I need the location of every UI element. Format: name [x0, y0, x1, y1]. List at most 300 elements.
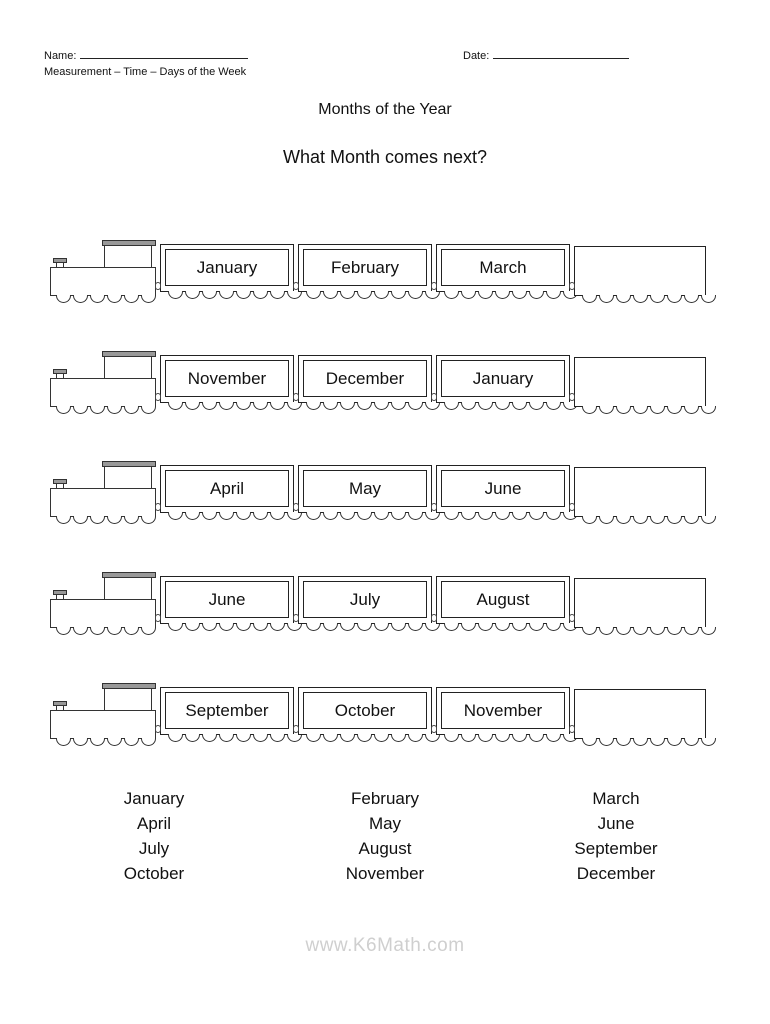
- car-coupler: [155, 282, 161, 290]
- answer-car-wheels: [582, 406, 718, 414]
- wheel: [202, 623, 217, 631]
- wheel: [444, 623, 459, 631]
- wheel: [56, 406, 71, 414]
- wheel: [202, 512, 217, 520]
- wheel: [90, 627, 105, 635]
- wheel: [306, 734, 321, 742]
- wheel: [236, 734, 251, 742]
- wheel: [616, 627, 631, 635]
- wheel: [633, 406, 648, 414]
- wheel: [168, 402, 183, 410]
- wheel: [90, 406, 105, 414]
- wheel: [73, 406, 88, 414]
- page-title: Months of the Year: [318, 101, 452, 118]
- wheel: [582, 406, 597, 414]
- wheel: [236, 623, 251, 631]
- wheel: [512, 402, 527, 410]
- wheel: [667, 295, 682, 303]
- wheel: [495, 402, 510, 410]
- wheel: [425, 623, 440, 631]
- wheel: [107, 406, 122, 414]
- wheel: [124, 295, 139, 303]
- wheel: [236, 512, 251, 520]
- answer-car-wheels: [582, 627, 718, 635]
- wheel: [408, 291, 423, 299]
- wheel: [340, 291, 355, 299]
- wheel: [270, 402, 285, 410]
- wheel: [444, 734, 459, 742]
- wheel: [582, 738, 597, 746]
- train-car: [298, 687, 432, 735]
- wheel: [219, 291, 234, 299]
- wheel: [357, 402, 372, 410]
- wheel: [599, 738, 614, 746]
- wheel: [667, 738, 682, 746]
- wheel: [582, 627, 597, 635]
- wheel: [287, 734, 302, 742]
- wheel: [391, 623, 406, 631]
- wheel: [582, 516, 597, 524]
- wheel: [56, 738, 71, 746]
- wheel: [374, 291, 389, 299]
- train-row: [0, 461, 770, 531]
- answer-car[interactable]: [574, 246, 706, 296]
- wheel: [236, 402, 251, 410]
- wheel: [374, 402, 389, 410]
- site-footer: www.K6Math.com: [305, 935, 465, 956]
- car-wheels: [168, 291, 304, 299]
- wheel: [270, 291, 285, 299]
- wheel: [512, 734, 527, 742]
- wheel: [323, 402, 338, 410]
- wheel: [357, 734, 372, 742]
- wheel: [633, 627, 648, 635]
- wheel: [124, 738, 139, 746]
- wheel: [73, 516, 88, 524]
- train-car: [298, 465, 432, 513]
- wheel: [236, 291, 251, 299]
- wheel: [185, 402, 200, 410]
- wheel: [107, 627, 122, 635]
- car-month-label: February: [303, 249, 427, 286]
- car-wheels: [306, 623, 442, 631]
- date-label: Date:: [463, 50, 490, 62]
- car-coupler: [293, 503, 299, 511]
- car-coupler: [155, 614, 161, 622]
- word-bank-item: November: [345, 864, 425, 883]
- car-month-label: August: [441, 581, 565, 618]
- wheel: [633, 295, 648, 303]
- wheel: [141, 627, 156, 635]
- car-coupler: [431, 503, 437, 511]
- answer-car[interactable]: [574, 467, 706, 517]
- name-field[interactable]: [44, 48, 248, 62]
- wheel: [512, 291, 527, 299]
- car-wheels: [306, 734, 442, 742]
- wheel: [56, 627, 71, 635]
- wheel: [616, 738, 631, 746]
- wheel: [270, 512, 285, 520]
- wheel: [306, 291, 321, 299]
- answer-car[interactable]: [574, 578, 706, 628]
- car-coupler: [293, 282, 299, 290]
- wheel: [73, 295, 88, 303]
- wheel: [391, 402, 406, 410]
- car-month-label: June: [441, 470, 565, 507]
- wheel: [219, 512, 234, 520]
- wheel: [340, 734, 355, 742]
- wheel: [357, 291, 372, 299]
- car-wheels: [444, 623, 580, 631]
- wheel: [141, 738, 156, 746]
- car-wheels: [168, 402, 304, 410]
- wheel: [270, 734, 285, 742]
- train-row: [0, 572, 770, 642]
- engine-wheels: [56, 627, 158, 635]
- wheel: [323, 623, 338, 631]
- word-bank-item: August: [358, 839, 412, 858]
- car-month-label: June: [165, 581, 289, 618]
- wheel: [599, 406, 614, 414]
- car-coupler: [569, 282, 575, 290]
- wheel: [650, 516, 665, 524]
- wheel: [650, 738, 665, 746]
- wheel: [107, 738, 122, 746]
- word-bank-column: [516, 786, 716, 886]
- car-wheels: [306, 402, 442, 410]
- car-coupler: [431, 614, 437, 622]
- wheel: [219, 734, 234, 742]
- wheel: [478, 402, 493, 410]
- wheel: [684, 738, 699, 746]
- train-car: [160, 355, 294, 403]
- wheel: [124, 627, 139, 635]
- wheel: [616, 516, 631, 524]
- wheel: [701, 738, 716, 746]
- car-coupler: [569, 393, 575, 401]
- car-wheels: [306, 512, 442, 520]
- car-wheels: [168, 512, 304, 520]
- wheel: [529, 512, 544, 520]
- wheel: [270, 623, 285, 631]
- wheel: [444, 512, 459, 520]
- wheel: [56, 516, 71, 524]
- date-field[interactable]: [463, 48, 629, 62]
- answer-text[interactable]: [575, 247, 705, 295]
- answer-text[interactable]: [575, 468, 705, 516]
- train-car: [160, 244, 294, 292]
- train-car: [436, 355, 570, 403]
- wheel: [582, 295, 597, 303]
- wheel: [667, 516, 682, 524]
- wheel: [478, 623, 493, 631]
- wheel: [408, 623, 423, 631]
- wheel: [461, 402, 476, 410]
- wheel: [478, 512, 493, 520]
- wheel: [650, 406, 665, 414]
- wheel: [107, 516, 122, 524]
- wheel: [616, 295, 631, 303]
- wheel: [701, 516, 716, 524]
- word-bank-item: July: [138, 839, 170, 858]
- wheel: [357, 512, 372, 520]
- wheel: [616, 406, 631, 414]
- worksheet-subtitle: Measurement – Time – Days of the Week: [44, 66, 247, 78]
- wheel: [73, 738, 88, 746]
- wheel: [287, 402, 302, 410]
- wheel: [667, 627, 682, 635]
- wheel: [323, 734, 338, 742]
- train-car: [436, 244, 570, 292]
- train-row: [0, 351, 770, 421]
- wheel: [408, 512, 423, 520]
- wheel: [701, 627, 716, 635]
- date-line[interactable]: [493, 48, 629, 59]
- wheel: [408, 734, 423, 742]
- word-bank-column: [285, 786, 485, 886]
- engine-body: [50, 488, 156, 517]
- wheel: [529, 734, 544, 742]
- wheel: [107, 295, 122, 303]
- engine-body: [50, 599, 156, 628]
- car-coupler: [569, 614, 575, 622]
- wheel: [650, 627, 665, 635]
- train-car: [160, 687, 294, 735]
- word-bank-item: September: [574, 839, 658, 858]
- wheel: [253, 734, 268, 742]
- word-bank-item: December: [576, 864, 656, 883]
- wheel: [408, 402, 423, 410]
- wheel: [461, 734, 476, 742]
- wheel: [425, 734, 440, 742]
- wheel: [684, 406, 699, 414]
- answer-car-wheels: [582, 295, 718, 303]
- answer-text[interactable]: [575, 579, 705, 627]
- car-coupler: [155, 503, 161, 511]
- word-bank-item: February: [350, 789, 420, 808]
- car-wheels: [168, 734, 304, 742]
- answer-car-wheels: [582, 516, 718, 524]
- wheel: [90, 738, 105, 746]
- wheel: [391, 291, 406, 299]
- wheel: [287, 291, 302, 299]
- car-coupler: [293, 614, 299, 622]
- wheel: [202, 402, 217, 410]
- answer-text[interactable]: [575, 358, 705, 406]
- car-wheels: [444, 291, 580, 299]
- word-bank-column: [54, 786, 254, 886]
- wheel: [633, 516, 648, 524]
- car-coupler: [431, 282, 437, 290]
- wheel: [461, 291, 476, 299]
- car-month-label: December: [303, 360, 427, 397]
- wheel: [391, 512, 406, 520]
- wheel: [529, 291, 544, 299]
- wheel: [478, 734, 493, 742]
- wheel: [185, 512, 200, 520]
- engine-wheels: [56, 406, 158, 414]
- answer-car-wheels: [582, 738, 718, 746]
- car-coupler: [431, 393, 437, 401]
- wheel: [599, 295, 614, 303]
- car-coupler: [569, 725, 575, 733]
- wheel: [340, 512, 355, 520]
- wheel: [599, 516, 614, 524]
- wheel: [425, 402, 440, 410]
- train-car: [436, 576, 570, 624]
- word-bank-item: January: [123, 789, 185, 808]
- wheel: [425, 512, 440, 520]
- wheel: [168, 623, 183, 631]
- wheel: [185, 291, 200, 299]
- wheel: [444, 291, 459, 299]
- car-month-label: September: [165, 692, 289, 729]
- train-engine: [48, 461, 158, 525]
- answer-car[interactable]: [574, 357, 706, 407]
- wheel: [684, 627, 699, 635]
- wheel: [253, 402, 268, 410]
- train-car: [298, 576, 432, 624]
- train-car: [436, 687, 570, 735]
- wheel: [90, 516, 105, 524]
- wheel: [168, 291, 183, 299]
- wheel: [253, 291, 268, 299]
- wheel: [374, 512, 389, 520]
- word-bank-item: October: [123, 864, 185, 883]
- answer-text[interactable]: [575, 690, 705, 738]
- wheel: [306, 402, 321, 410]
- wheel: [357, 623, 372, 631]
- wheel: [202, 291, 217, 299]
- wheel: [90, 295, 105, 303]
- name-label: Name:: [44, 50, 77, 62]
- train-engine: [48, 683, 158, 747]
- wheel: [701, 295, 716, 303]
- wheel: [633, 738, 648, 746]
- wheel: [323, 291, 338, 299]
- wheel: [529, 623, 544, 631]
- wheel: [391, 734, 406, 742]
- car-month-label: January: [441, 360, 565, 397]
- word-bank-item: April: [136, 814, 171, 833]
- car-month-label: May: [303, 470, 427, 507]
- wheel: [306, 512, 321, 520]
- wheel: [495, 512, 510, 520]
- word-bank-item: March: [592, 789, 640, 808]
- wheel: [546, 623, 561, 631]
- word-bank-item: June: [597, 814, 635, 833]
- wheel: [599, 627, 614, 635]
- wheel: [141, 516, 156, 524]
- wheel: [667, 406, 682, 414]
- wheel: [546, 512, 561, 520]
- wheel: [650, 295, 665, 303]
- wheel: [478, 291, 493, 299]
- car-month-label: November: [441, 692, 565, 729]
- train-car: [298, 244, 432, 292]
- wheel: [546, 402, 561, 410]
- wheel: [168, 734, 183, 742]
- car-month-label: October: [303, 692, 427, 729]
- word-bank-item: May: [368, 814, 402, 833]
- wheel: [141, 406, 156, 414]
- car-month-label: March: [441, 249, 565, 286]
- engine-wheels: [56, 516, 158, 524]
- wheel: [461, 623, 476, 631]
- engine-body: [50, 267, 156, 296]
- engine-wheels: [56, 295, 158, 303]
- wheel: [253, 623, 268, 631]
- wheel: [219, 623, 234, 631]
- wheel: [287, 623, 302, 631]
- car-coupler: [293, 393, 299, 401]
- wheel: [73, 627, 88, 635]
- wheel: [124, 406, 139, 414]
- wheel: [287, 512, 302, 520]
- wheel: [461, 512, 476, 520]
- car-wheels: [306, 291, 442, 299]
- car-coupler: [155, 725, 161, 733]
- train-row: [0, 240, 770, 310]
- wheel: [425, 291, 440, 299]
- wheel: [701, 406, 716, 414]
- wheel: [512, 623, 527, 631]
- wheel: [495, 734, 510, 742]
- name-line[interactable]: [80, 48, 248, 59]
- train-car: [298, 355, 432, 403]
- wheel: [444, 402, 459, 410]
- engine-body: [50, 710, 156, 739]
- wheel: [512, 512, 527, 520]
- car-wheels: [444, 512, 580, 520]
- answer-car[interactable]: [574, 689, 706, 739]
- car-month-label: January: [165, 249, 289, 286]
- car-wheels: [444, 402, 580, 410]
- wheel: [684, 295, 699, 303]
- wheel: [529, 402, 544, 410]
- car-month-label: November: [165, 360, 289, 397]
- car-wheels: [444, 734, 580, 742]
- car-month-label: April: [165, 470, 289, 507]
- wheel: [495, 623, 510, 631]
- car-coupler: [155, 393, 161, 401]
- wheel: [546, 734, 561, 742]
- train-car: [436, 465, 570, 513]
- wheel: [219, 402, 234, 410]
- wheel: [374, 623, 389, 631]
- train-engine: [48, 572, 158, 636]
- wheel: [374, 734, 389, 742]
- car-coupler: [293, 725, 299, 733]
- car-coupler: [431, 725, 437, 733]
- wheel: [141, 295, 156, 303]
- wheel: [340, 402, 355, 410]
- wheel: [185, 734, 200, 742]
- engine-body: [50, 378, 156, 407]
- wheel: [495, 291, 510, 299]
- train-engine: [48, 351, 158, 415]
- question-heading: What Month comes next?: [282, 147, 488, 167]
- wheel: [185, 623, 200, 631]
- car-month-label: July: [303, 581, 427, 618]
- wheel: [168, 512, 183, 520]
- train-engine: [48, 240, 158, 304]
- wheel: [56, 295, 71, 303]
- wheel: [202, 734, 217, 742]
- wheel: [323, 512, 338, 520]
- engine-wheels: [56, 738, 158, 746]
- car-coupler: [569, 503, 575, 511]
